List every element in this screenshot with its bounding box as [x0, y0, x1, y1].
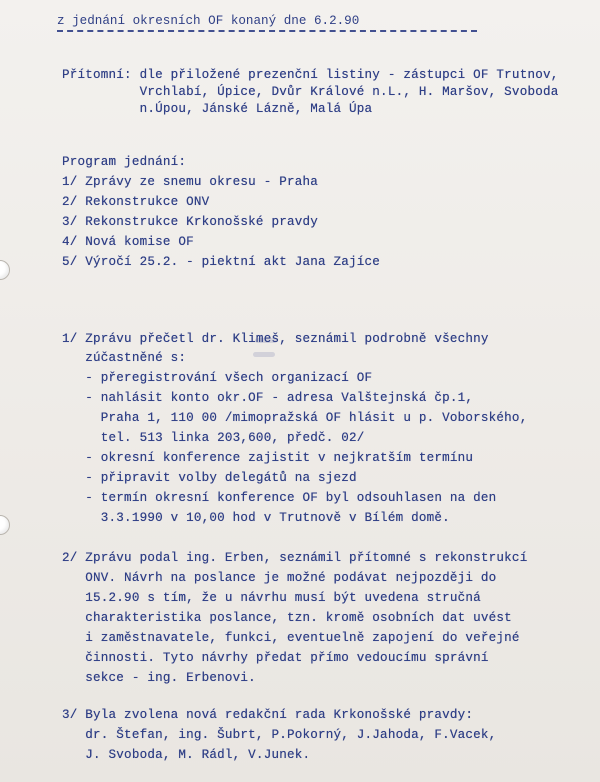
- section1-line: zúčastněné s:: [62, 351, 187, 365]
- section2-line: sekce - ing. Erbenovi.: [62, 671, 256, 685]
- section2-line: 2/ Zprávu podal ing. Erben, seznámil přítomné s rekonstrukcí: [62, 551, 528, 565]
- section2-line: charakteristika poslance, tzn. kromě osobních dat uvést: [62, 611, 512, 625]
- document-heading: [57, 12, 477, 32]
- section1-line: Praha 1, 110 00 /mimopražská OF hlásit u p. Voborského,: [62, 411, 528, 425]
- section3-line: J. Svoboda, M. Rádl, V.Junek.: [62, 748, 311, 762]
- program-item: 3/ Rekonstrukce Krkonošské pravdy: [62, 215, 318, 229]
- section2-line: činnosti. Tyto návrhy předat přímo vedoucímu správní: [62, 651, 489, 665]
- attendance-line: n.Úpou, Jánské Lázně, Malá Úpa: [62, 102, 373, 116]
- section1-line: - termín okresní konference OF byl odsouhlasen na den: [62, 491, 497, 505]
- heading-underline: [57, 30, 477, 32]
- program-item: 4/ Nová komise OF: [62, 235, 194, 249]
- section1-line: - okresní konference zajistit v nejkratším termínu: [62, 451, 474, 465]
- program-title: Program jednání:: [62, 155, 187, 169]
- section1-line: 1/ Zprávu přečetl dr. Klimeš, seznámil podrobně všechny: [62, 332, 489, 346]
- section1-line: 3.3.1990 v 10,00 hod v Trutnově v Bílém domě.: [62, 511, 450, 525]
- program-item: 5/ Výročí 25.2. - piektní akt Jana Zajíce: [62, 255, 381, 269]
- ink-blot: [255, 338, 277, 343]
- attendance-line: Vrchlabí, Úpice, Dvůr Králové n.L., H. Maršov, Svoboda: [62, 85, 559, 99]
- section1-line: - přeregistrování všech organizací OF: [62, 371, 373, 385]
- punch-hole-lower: [0, 515, 10, 535]
- section3-line: dr. Štefan, ing. Šubrt, P.Pokorný, J.Jahoda, F.Vacek,: [62, 728, 497, 742]
- attendance-line: Přítomní: dle přiložené prezenční listiny - zástupci OF Trutnov,: [62, 68, 559, 82]
- section2-line: i zaměstnavatele, funkci, eventuelně zapojení do veřejné: [62, 631, 520, 645]
- section1-line: - nahlásit konto okr.OF - adresa Valštejnská čp.1,: [62, 391, 474, 405]
- program-item: 1/ Zprávy ze snemu okresu - Praha: [62, 175, 318, 189]
- section2-line: 15.2.90 s tím, že u návrhu musí být uvedena stručná: [62, 591, 481, 605]
- program-item: 2/ Rekonstrukce ONV: [62, 195, 210, 209]
- section1-line: - připravit volby delegátů na sjezd: [62, 471, 357, 485]
- ink-blot: [253, 352, 275, 357]
- section2-line: ONV. Návrh na poslance je možné podávat nejpozději do: [62, 571, 497, 585]
- section3-line: 3/ Byla zvolena nová redakční rada Krkonošské pravdy:: [62, 708, 474, 722]
- punch-hole-upper: [0, 260, 10, 280]
- section1-line: tel. 513 linka 203,600, předč. 02/: [62, 431, 365, 445]
- heading-text: z jednání okresních OF konaný dne 6.2.90: [57, 14, 360, 28]
